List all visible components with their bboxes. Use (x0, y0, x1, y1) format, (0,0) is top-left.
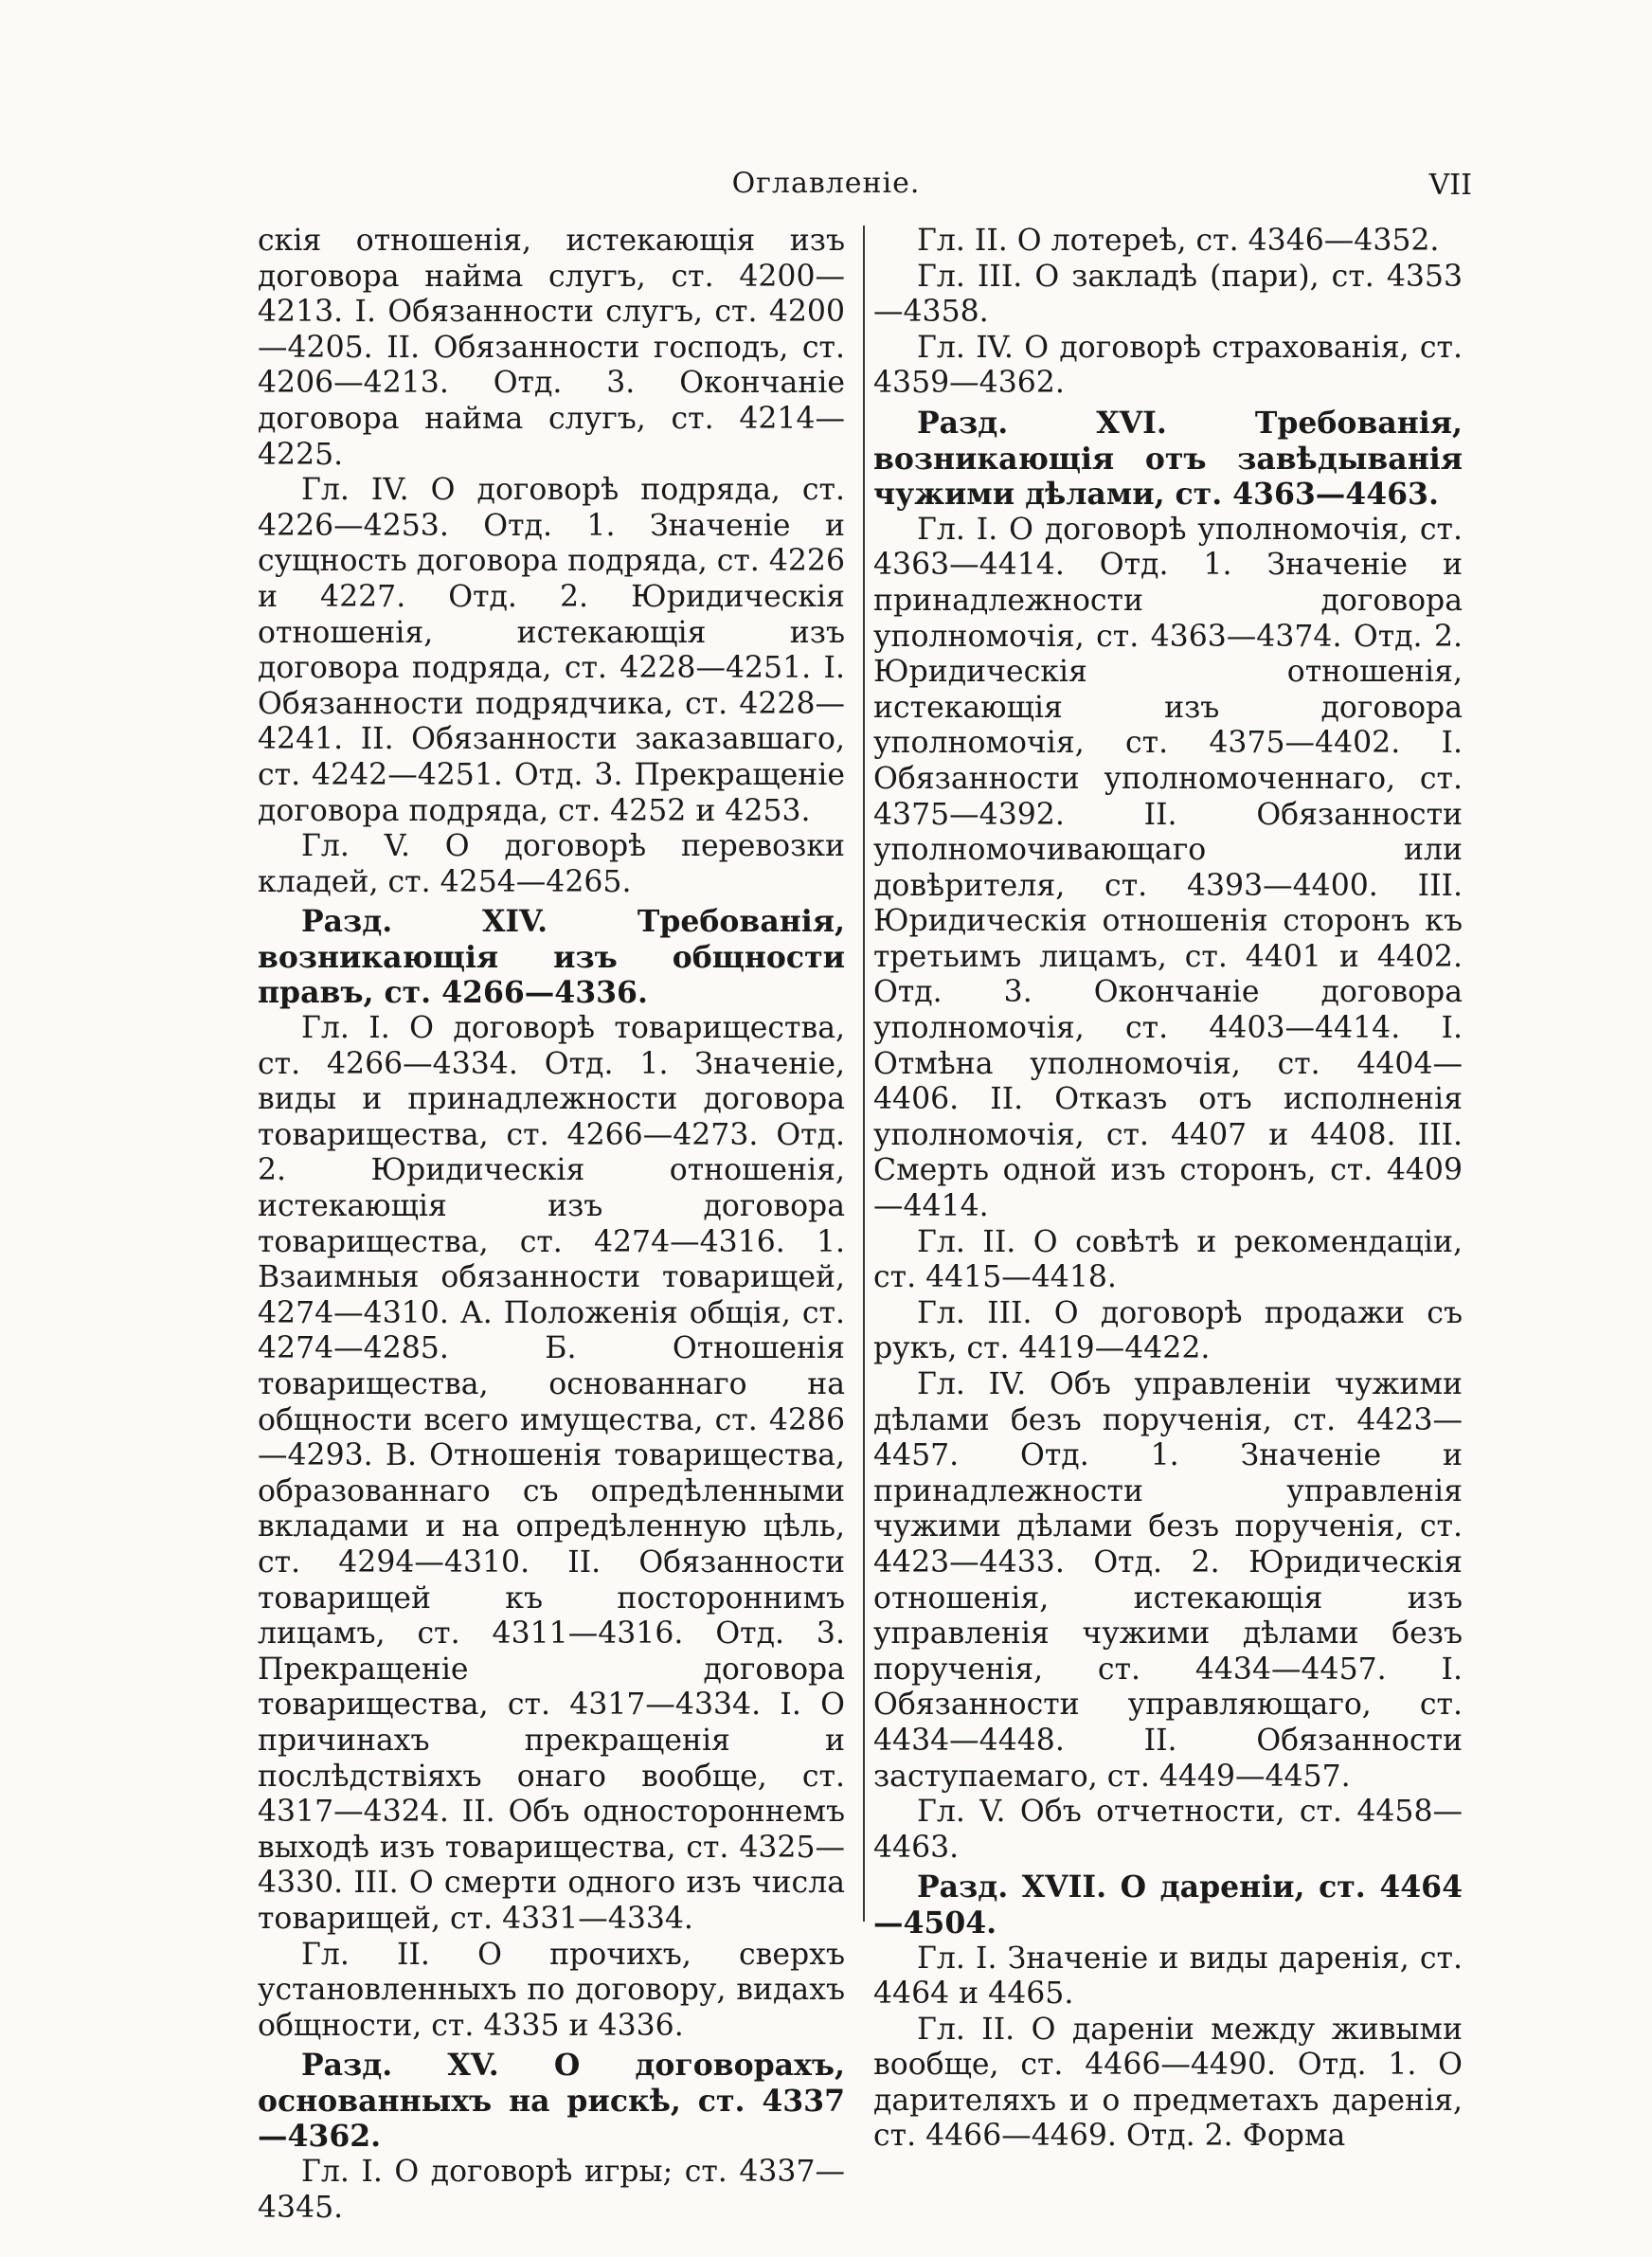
toc-entry: Гл. I. Значеніе и виды даренія, ст. 4464 и 4465. (873, 1941, 1463, 2012)
toc-entry: Гл. I. О договорѣ уполномочія, ст. 4363—4414. Отд. 1. Значеніе и принадлежности договора уполномочія, ст. 4363—4374. Отд. 2. Юридическія отношенія, истекающія изъ договора уполномочія, ст. 4375—4402. I. Обязанности уполномоченнаго, ст. 4375—4392. II. Обязанности уполномочивающаго или довѣрителя, ст. 4393—4400. III. Юридическія отношенія сторонъ къ третьимъ лицамъ, ст. 4401 и 4402. Отд. 3. Окончаніе договора уполномочія, ст. 4403—4414. I. Отмѣна уполномочія, ст. 4404—4406. II. Отказъ отъ исполненія уполномочія, ст. 4407 и 4408. III. Смерть одной изъ сторонъ, ст. 4409—4414. (873, 512, 1463, 1224)
page-number: VII (1428, 169, 1472, 202)
toc-entry: Гл. III. О закладѣ (пари), ст. 4353—4358. (873, 259, 1463, 330)
left-column (258, 224, 845, 2226)
toc-entry: Гл. III. О договорѣ продажи съ рукъ, ст. 4419—4422. (873, 1295, 1463, 1366)
toc-entry: Гл. II. О лотереѣ, ст. 4346—4352. (917, 224, 1440, 258)
toc-entry: Гл. V. Объ отчетности, ст. 4458—4463. (873, 1795, 1463, 1865)
toc-entry-continued: скія отношенія, истекающія изъ договора найма слугъ, ст. 4200—4213. I. Обязанности слугъ, ст. 4200—4205. II. Обязанности господъ, ст. 4206—4213. Отд. 3. Окончаніе договора найма слугъ, ст. 4214—4225. (258, 224, 845, 472)
section-heading: Разд. XVI. Требованія, возникающія отъ завѣдыванія чужими дѣлами, ст. 4363—4463. (873, 405, 1463, 513)
section-heading: Разд. XVII. О дареніи, ст. 4464—4504. (873, 1869, 1463, 1941)
toc-entry: Гл. II. О совѣтѣ и рекомендаціи, ст. 4415—4418. (873, 1224, 1463, 1295)
toc-entry: Гл. IV. О договорѣ подряда, ст. 4226—4253. Отд. 1. Значеніе и сущность договора подряда, ст. 4226 и 4227. Отд. 2. Юридическія отношенія, истекающія изъ договора подряда, ст. 4228—4251. I. Обязанности подрядчика, ст. 4228—4241. II. Обязанности заказавшаго, ст. 4242—4251. Отд. 3. Прекращеніе договора подряда, ст. 4252 и 4253. (258, 473, 845, 828)
page-header (0, 159, 1652, 207)
toc-entry: Гл. II. О дареніи между живыми вообще, ст. 4466—4490. Отд. 1. О дарителяхъ и о предметахъ даренія, ст. 4466—4469. Отд. 2. Форма (873, 2012, 1463, 2154)
right-column (873, 224, 1463, 2155)
toc-entry: Гл. II. О прочихъ, сверхъ установленныхъ по договору, видахъ общности, ст. 4335 и 4336. (258, 1937, 845, 2043)
toc-entry: Гл. I. О договорѣ игры; ст. 4337—4345. (258, 2155, 845, 2225)
running-title: Оглавленіе. (731, 167, 921, 200)
column-divider (863, 226, 865, 1922)
toc-entry: Гл. V. О договорѣ перевозки кладей, ст. 4254—4265. (258, 829, 845, 899)
section-heading: Разд. XV. О договорахъ, основанныхъ на рискѣ, ст. 4337—4362. (258, 2048, 845, 2155)
section-heading: Разд. XIV. Требованія, возникающія изъ общности правъ, ст. 4266—4336. (258, 904, 845, 1011)
toc-entry: Гл. IV. О договорѣ страхованія, ст. 4359—4362. (873, 330, 1463, 401)
toc-entry: Гл. IV. Объ управленіи чужими дѣлами безъ порученія, ст. 4423—4457. Отд. 1. Значеніе и принадлежности управленія чужими дѣлами безъ порученія, ст. 4423—4433. Отд. 2. Юридическія отношенія, истекающія изъ управленія чужими дѣлами безъ порученія, ст. 4434—4457. I. Обязанности управляющаго, ст. 4434—4448. II. Обязанности заступаемаго, ст. 4449—4457. (873, 1367, 1463, 1794)
toc-entry: Гл. I. О договорѣ товарищества, ст. 4266—4334. Отд. 1. Значеніе, виды и принадлежности договора товарищества, ст. 4266—4273. Отд. 2. Юридическія отношенія, истекающія изъ договора товарищества, ст. 4274—4316. 1. Взаимныя обязанности товарищей, 4274—4310. А. Положенія общія, ст. 4274—4285. Б. Отношенія товарищества, основаннаго на общности всего имущества, ст. 4286—4293. В. Отношенія товарищества, образованнаго съ опредѣленными вкладами и на опредѣленную цѣль, ст. 4294—4310. II. Обязанности товарищей къ постороннимъ лицамъ, ст. 4311—4316. Отд. 3. Прекращеніе договора товарищества, ст. 4317—4334. I. О причинахъ прекращенія и послѣдствіяхъ онаго вообще, ст. 4317—4324. II. Объ одностороннемъ выходѣ изъ товарищества, ст. 4325—4330. III. О смерти одного изъ числа товарищей, ст. 4331—4334. (258, 1011, 845, 1936)
